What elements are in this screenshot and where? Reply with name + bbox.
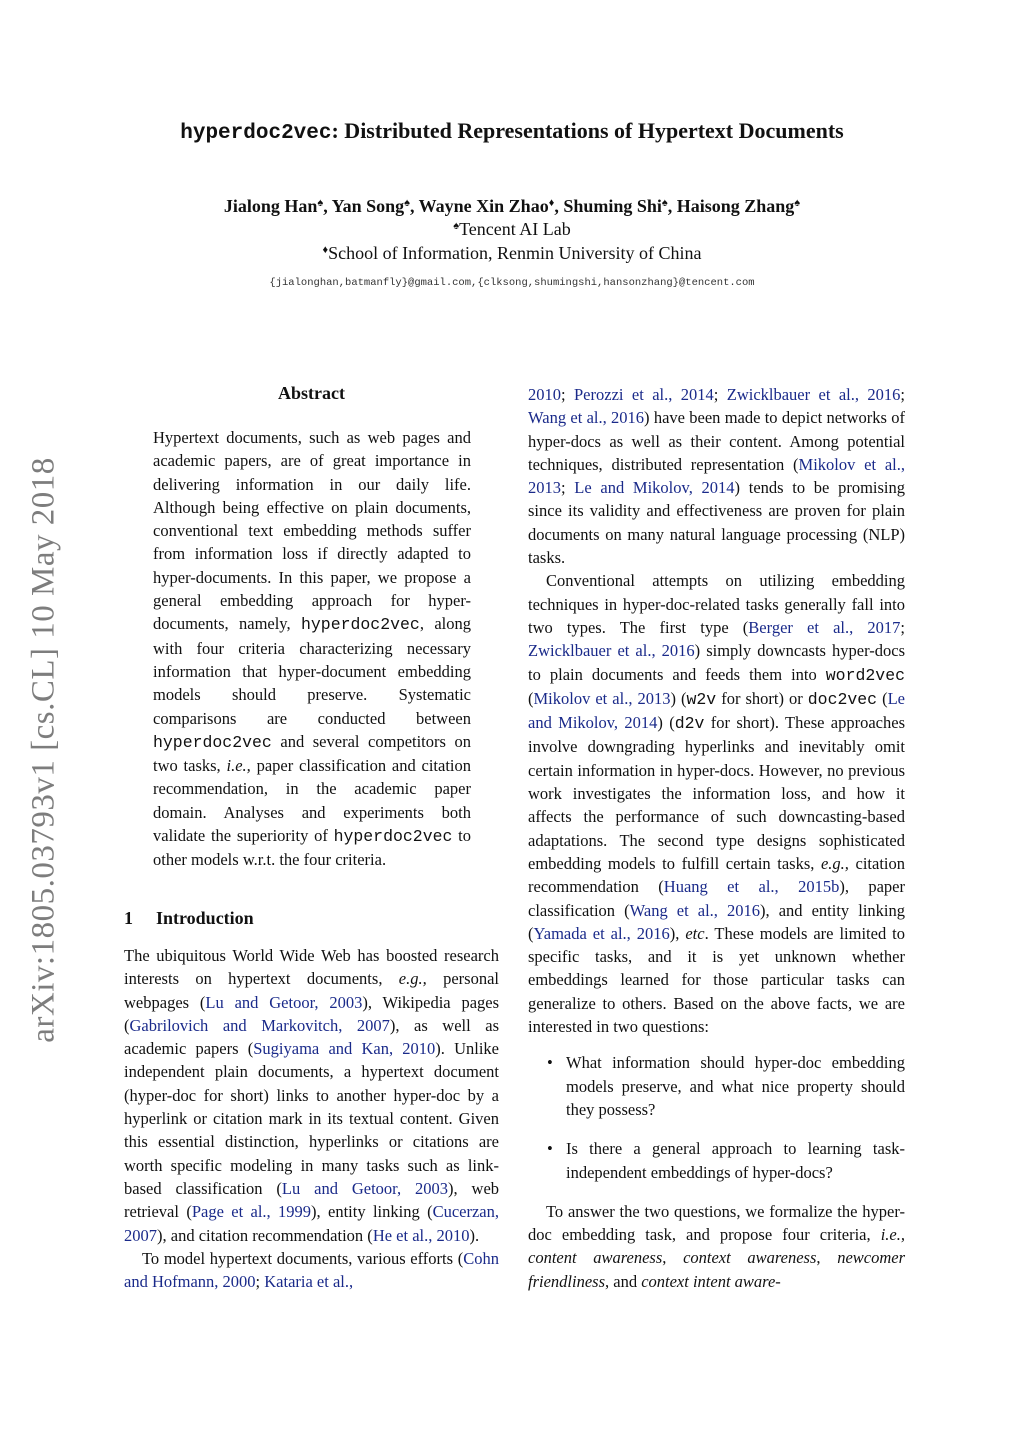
author-name: Yan Song [331, 196, 405, 216]
citation-link[interactable]: Sugiyama and Kan, 2010 [253, 1039, 436, 1059]
body-paragraph [124, 944, 499, 1247]
text-run: , along with four criteria characterizing necessary information that hyper-document embedding models should preserve. Systematic comparisons are conducted between [153, 614, 471, 728]
text-run: ), Wikipedia pages ( [124, 992, 500, 1035]
text-run: . These models are limited to specific tasks, and it is yet unknown whether embeddings learned for those particular tasks can generalize to others. Based on the above facts, we are interested in two questions: [528, 923, 906, 1037]
text-run: personal webpages ( [124, 969, 499, 1012]
section-heading [124, 908, 499, 929]
code-text: hyperdoc2vec [301, 615, 420, 635]
affiliation-1 [0, 219, 1024, 240]
text-run: Hypertext documents, such as web pages and academic papers, are of great importance in delivering information in our daily life. Although being effective on plain documents, conventional text embedding methods suffer from information loss if directly adapted to hyper-documents. In this paper, we propose a general embedding approach for hyper-documents, namely, [153, 428, 471, 634]
title-code: hyperdoc2vec [180, 122, 332, 145]
text-run: ) ( [657, 713, 675, 733]
spade-mark-icon: ♠ [453, 220, 460, 232]
text-run: To answer the two questions, we formalize the hyper-doc embedding task, and propose four criteria, [528, 1201, 905, 1245]
emphasis-text: i.e., [226, 756, 251, 776]
author-name: Jialong Han [223, 196, 318, 216]
section-title: Introduction [156, 908, 254, 928]
abstract-body [153, 426, 471, 872]
paper-title [0, 118, 1024, 145]
citation-link[interactable]: Lu and Getoor, 2003 [205, 992, 363, 1012]
author-separator: , [323, 196, 332, 216]
text-run: to other models w.r.t. the four criteria. [153, 826, 471, 870]
spade-mark-icon: ♠ [661, 197, 668, 209]
text-run: ; [900, 617, 905, 637]
citation-link[interactable]: Mikolov et al., 2013 [533, 688, 671, 708]
citation-link[interactable]: 2010 [528, 385, 561, 404]
arxiv-identifier: arXiv:1805.03793v1 [cs.CL] 10 May 2018 [25, 457, 62, 1043]
text-run: ), and citation recommendation ( [157, 1225, 373, 1245]
text-run: ), as well as academic papers ( [124, 1015, 499, 1059]
body-paragraph [528, 383, 905, 569]
author-separator: , [667, 196, 677, 216]
author-emails: {jialonghan,batmanfly}@gmail.com,{clksong,shumingshi,hansonzhang}@tencent.com [269, 277, 755, 289]
citation-link[interactable]: Page et al., 1999 [191, 1202, 312, 1222]
author-list [0, 196, 1024, 217]
text-run: , [662, 1248, 684, 1268]
author-separator: , [409, 196, 419, 216]
text-run: for short) or [716, 688, 808, 708]
spade-mark-icon: ♠ [404, 197, 410, 209]
left-column [124, 944, 499, 1293]
diamond-mark-icon: ♦ [322, 244, 329, 256]
affiliation-2-text: School of Information, Renmin University of China [328, 243, 702, 263]
code-text: d2v [674, 714, 705, 734]
arxiv-sidebar [22, 440, 66, 1060]
text-run: The ubiquitous World Wide Web has boosted research interests on hypertext documents, [124, 946, 499, 989]
body-paragraph [528, 1200, 905, 1293]
question-list [528, 1051, 905, 1183]
citation-link[interactable]: Cohn and Hofmann, 2000 [124, 1248, 499, 1292]
citation-link[interactable]: He et al., 2010 [372, 1225, 470, 1245]
text-run: ) ( [670, 688, 687, 708]
text-run: Conventional attempts on utilizing embedding techniques in hyper-doc-related tasks generally fall into two types. The first type ( [528, 571, 905, 637]
spade-mark-icon: ♠ [794, 197, 801, 209]
citation-link[interactable]: Yamada et al., 2016 [533, 923, 670, 943]
citation-link[interactable]: Gabrilovich and Markovitch, 2007 [129, 1015, 390, 1035]
title-text: : Distributed Representations of Hypertext Documents [331, 118, 844, 143]
code-text: hyperdoc2vec [153, 732, 272, 752]
body-paragraph [124, 1247, 499, 1294]
author-name: Wayne Xin Zhao [418, 196, 549, 216]
emphasis-text: e.g., [398, 969, 427, 989]
text-run: ). Unlike independent plain documents, a hypertext document (hyper-doc for short) links to another hyper-doc by a hyperlink or citation mark in its textual content. Given this essential distinction, hyperlinks or citations are worth specific modeling in many tasks such as link-based classification ( [124, 1039, 500, 1198]
emphasis-text: context awareness [683, 1248, 817, 1268]
emphasis-text: i.e., [880, 1225, 905, 1245]
code-text: w2v [686, 689, 717, 709]
affiliation-2 [0, 243, 1024, 264]
code-text: word2vec [825, 665, 905, 685]
citation-link[interactable]: Zwicklbauer et al., 2016 [726, 385, 901, 404]
citation-link[interactable]: Berger et al., 2017 [748, 617, 901, 637]
code-text: hyperdoc2vec [333, 827, 453, 847]
text-run: ; [561, 385, 574, 404]
citation-link[interactable]: Perozzi et al., 2014 [574, 385, 714, 404]
text-run: ), entity linking ( [311, 1202, 433, 1222]
citation-link[interactable]: Cucerzan, 2007 [124, 1202, 499, 1245]
text-run: ). [469, 1225, 480, 1245]
text-run: , and [605, 1271, 642, 1291]
text-run: ), [669, 923, 686, 943]
author-name: Haisong Zhang [676, 196, 795, 216]
citation-link[interactable]: Lu and Getoor, 2003 [281, 1178, 449, 1198]
text-run: ), and entity linking ( [528, 900, 905, 943]
citation-link[interactable]: Wang et al., 2016 [629, 900, 760, 920]
citation-link[interactable]: Le and Mikolov, 2014 [574, 478, 735, 498]
text-run: for short). These approaches involve downgrading hyperlinks and inevitably omit certain information in hyper-docs. However, no previous work investigates the information loss, and how it affects the performance of such downcasting-based adaptations. The second type designs sophisticated embedding models to fulfill certain tasks, [528, 713, 906, 873]
text-run: To model hypertext documents, various efforts ( [142, 1248, 464, 1268]
citation-link[interactable]: Zwicklbauer et al., 2016 [528, 641, 695, 661]
code-text: doc2vec [807, 689, 878, 709]
emphasis-text: content awareness [528, 1248, 663, 1268]
text-run: ) tends to be promising since its validity and effectiveness are proven for plain documents on many natural language processing (NLP) tasks. [528, 478, 905, 568]
citation-link[interactable]: Mikolov et al., 2013 [528, 454, 906, 498]
citation-link[interactable]: Wang et al., 2016 [528, 408, 645, 428]
text-run: ), web retrieval ( [124, 1178, 500, 1222]
list-item: • What information should hyper-doc embedding models preserve, and what nice property should they possess? [566, 1051, 905, 1121]
right-column [528, 383, 905, 1293]
text-run: ; [561, 478, 575, 498]
list-item: • Is there a general approach to learning task-independent embeddings of hyper-docs? [566, 1137, 905, 1184]
emphasis-text: context intent aware- [641, 1271, 781, 1291]
author-separator: , [554, 196, 564, 216]
diamond-mark-icon: ♦ [548, 197, 555, 209]
spade-mark-icon: ♠ [317, 197, 324, 209]
abstract-paragraph [153, 426, 471, 872]
text-run: ; [900, 385, 905, 404]
emphasis-text: etc [685, 923, 705, 943]
emphasis-text: e.g., [820, 853, 849, 873]
author-name: Shuming Shi [563, 196, 662, 216]
citation-link[interactable]: Le and Mikolov, 2014 [528, 688, 905, 733]
text-run: ; [713, 385, 727, 404]
section-number: 1 [124, 908, 133, 928]
body-paragraph [528, 569, 905, 1038]
text-run: ( [528, 688, 534, 708]
text-run: and several competitors on two tasks, [153, 731, 471, 776]
text-run: ; [255, 1272, 265, 1292]
citation-link[interactable]: Kataria et al., [264, 1272, 354, 1292]
abstract-heading: Abstract [278, 383, 345, 403]
citation-link[interactable]: Huang et al., 2015b [663, 877, 840, 897]
text-run: ), paper classification ( [528, 877, 905, 920]
text-run: ) have been made to depict networks of hyper-docs as well as their content. Among potential techniques, distributed representation ( [528, 408, 905, 474]
affiliation-1-text: Tencent AI Lab [459, 219, 571, 239]
text-run: ) simply downcasts hyper-docs to plain documents and feeds them into [528, 641, 905, 684]
text-run: ( [877, 688, 888, 708]
text-run: , [816, 1248, 838, 1268]
text-run: citation recommendation ( [528, 853, 905, 897]
emphasis-text: newcomer friendliness [528, 1248, 906, 1291]
text-run: paper classification and citation recommendation, in the academic paper domain. Analyses and experiments both validate the superiority of [153, 756, 471, 846]
